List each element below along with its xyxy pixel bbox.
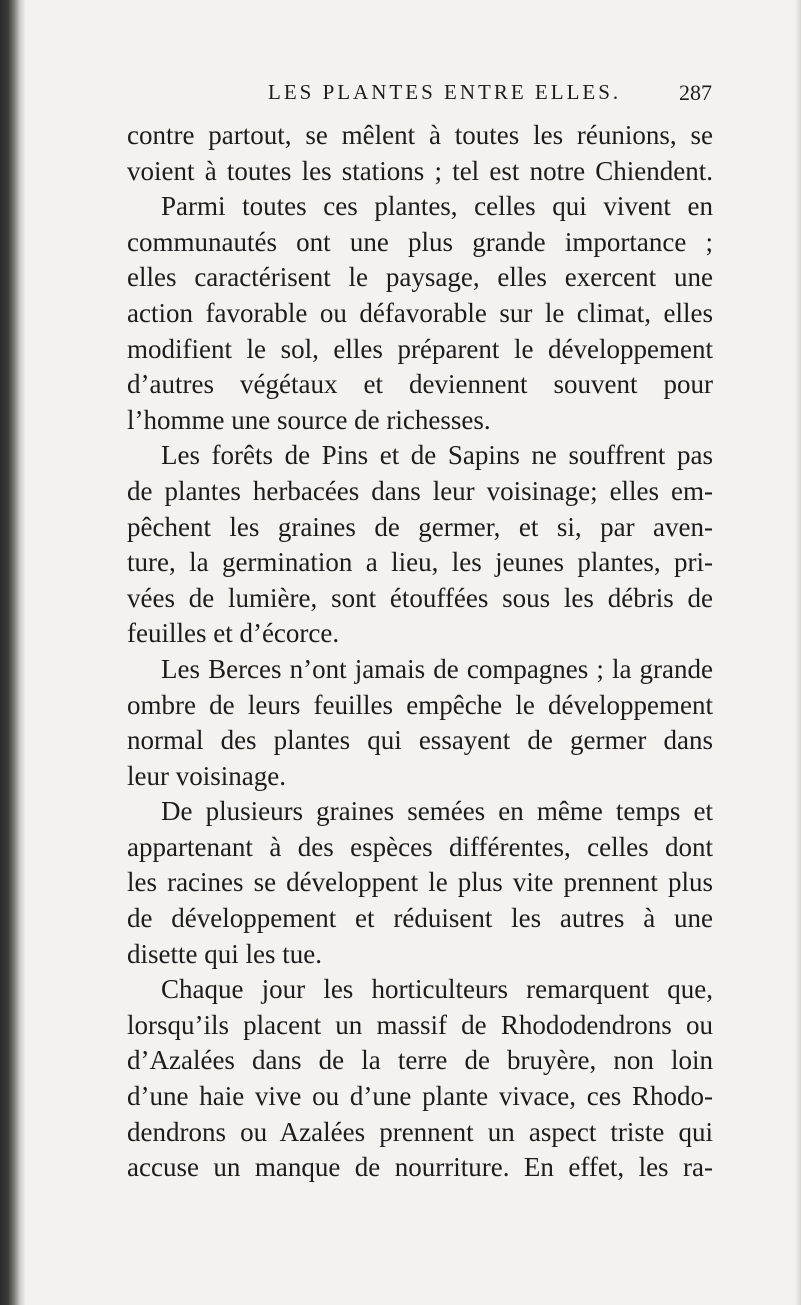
page-edge (795, 0, 801, 1305)
text-line: accuse un manque de nourriture. En effet, les ra- (127, 1152, 713, 1183)
text-line: Chaque jour les horticulteurs remarquent que, (161, 974, 713, 1005)
text-line: normal des plantes qui essayent de germer dans (127, 725, 713, 756)
text-line: communautés ont une plus grande importance ; (127, 226, 713, 257)
text-line: action favorable ou défavorable sur le climat, elles (127, 297, 713, 328)
text-line: de plantes herbacées dans leur voisinage; elles em- (127, 475, 713, 506)
text-line: disette qui les tue. (127, 938, 322, 969)
text-line: modifient le sol, elles préparent le développement (127, 333, 713, 364)
text-line: d’Azalées dans de la terre de bruyère, non loin (127, 1045, 713, 1076)
text-line: contre partout, se mêlent à toutes les réunions, se (127, 120, 713, 150)
text-line: appartenant à des espèces différentes, celles dont (127, 831, 713, 862)
text-line: feuilles et d’écorce. (127, 618, 340, 649)
text-line: Les Berces n’ont jamais de compagnes ; la grande (161, 653, 713, 684)
text-line: les racines se développent le plus vite prennent plus (127, 867, 713, 898)
text-line: d’autres végétaux et deviennent souvent pour (127, 369, 713, 400)
text-line: leur voisinage. (127, 760, 286, 791)
text-line: lorsqu’ils placent un massif de Rhododendrons ou (127, 1009, 713, 1040)
text-line: vées de lumière, sont étouffées sous les débris de (127, 582, 713, 613)
page-number: 287 (679, 80, 712, 105)
book-spine-shadow (0, 0, 26, 1305)
body-text (127, 118, 713, 1186)
text-line: dendrons ou Azalées prennent un aspect triste qui (127, 1116, 713, 1147)
text-line: d’une haie vive ou d’une plante vivace, ces Rhodo- (127, 1081, 713, 1112)
running-head: LES PLANTES ENTRE ELLES. (268, 80, 622, 104)
page-header (268, 80, 712, 110)
text-line: l’homme une source de richesses. (127, 404, 491, 435)
text-line: ombre de leurs feuilles empêche le développement (127, 689, 713, 720)
text-line: De plusieurs graines semées en même temps et (161, 796, 713, 827)
text-line: de développement et réduisent les autres à une (127, 903, 713, 934)
text-line: elles caractérisent le paysage, elles exercent une (127, 262, 713, 293)
text-line: voient à toutes les stations ; tel est notre Chiendent. (127, 155, 713, 186)
text-line: Les forêts de Pins et de Sapins ne souffrent pas (161, 440, 713, 471)
text-line: pêchent les graines de germer, et si, par aven- (127, 511, 713, 542)
text-line: Parmi toutes ces plantes, celles qui vivent en (161, 191, 713, 222)
text-line: ture, la germination a lieu, les jeunes plantes, pri- (127, 547, 713, 578)
